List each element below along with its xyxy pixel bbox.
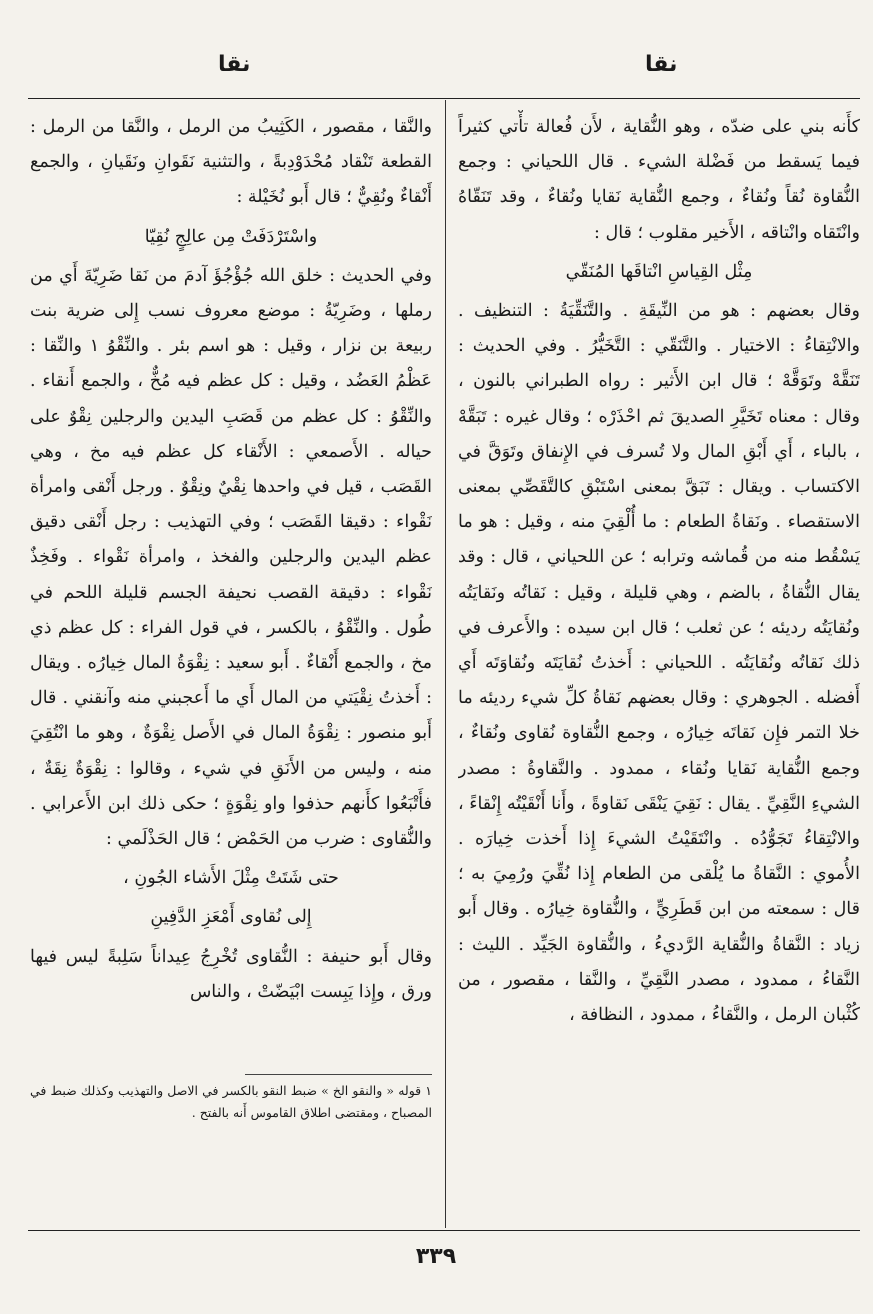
entry-paragraph: والنَّقا ، مقصور ، الكَثِيبُ من الرمل ، والنَّقا من الرمل : القطعة تَنْقاد مُحْدَوْدِبةً ، والتثنية نَقَوانِ ونَقَيانِ ، والجمع أَنْقاءٌ ونُقِيٌّ ؛ قال أَبو نُخَيْلة : — [30, 117, 432, 208]
page-number: ٣٣٩ — [415, 1244, 457, 1269]
verse-line: حتى شَتَتْ مِثْلَ الأَشاء الجُونِ ، — [123, 868, 339, 889]
header-keyword-left: نقا — [218, 52, 251, 77]
entry-paragraph: كأَنه بني على ضدّه ، وهو النُّقاية ، لأَن فُعالة تأْتي كثيراً فيما يَسقط من فَضْلة الشيء . قال اللحياني : وجمع النُّقاوة نُقاً ونُقاءٌ ، وجمع النُّقاية نَقايا ونُقاءٌ ، وقد تَنَقّاهُ وانْتَقاه وانْتاقه ، الأَخير مقلوب ؛ قال : — [458, 117, 860, 243]
verse-line: واسْتَرْدَفَتْ مِن عالِجٍ نُقِيّا — [144, 226, 318, 247]
footnote-rule — [245, 1074, 432, 1075]
entry-paragraph: وفي الحديث : خلق الله جُؤْجُؤَ آدمَ من نَقا ضَرِيّةَ أَي من رملها ، وضَرِيّةُ : موضع معروف نسب إِلى ضرية بنت ربيعة بن نزار ، وقيل : هو اسم بئر . والنِّقْوُ ١ والنِّقا : عَظْمُ العَضُد ، وقيل : كل عظم فيه مُخٌّ ، والجمع أَنقاء . والنِّقْوُ : كل عظم من قَصَبِ اليدين والرجلين نِقْوٌ على حياله . الأَصمعي : الأَنْقاء كل عظم فيه مخ ، وهي القَصَب ، قيل في واحدها نِقْيٌ ونِقْوٌ . ورجل أَنْقى وامرأة نَقْواء : دقيقا القَصَب ؛ وفي التهذيب : رجل أَنْقى دقيق عظم اليدين والرجلين والفخذ ، وامرأة نَقْواء . وفَخِذٌ نَقْواء : دقيقة القصب نحيفة الجسم قليلة اللحم في طُول . والنِّقْوُ ، بالكسر ، في قول الفراء : كل عظم ذي مخ ، والجمع أَنْقاءٌ . أَبو سعيد : نِقْوَةُ المال خِيارُه . ويقال : أَخذتُ نِقْيَتي من المال أَي ما أَعجبني منه وآنقني . قال أَبو منصور : نِقْوَةُ المال في الأَصل نِقْوَةٌ ، وهو ما انْتُقِيَ منه ، وليس من الأَنَقِ في شيء ، وقالوا : نِقْوَةٌ نِقَةٌ ، فأَتْبَعُوا كأَنهم حذفوا واو نِقْوَةٍ ؛ حكى ذلك ابن الأَعرابي . والنُّقاوى : ضرب من الحَمْض ؛ قال الحَذْلَمي : — [30, 265, 432, 850]
left-column — [30, 110, 432, 1075]
verse-line: مِثْل القِياسِ انْتاقَها المُنَقّي — [565, 261, 753, 282]
column-divider — [445, 100, 446, 1228]
entry-paragraph: وقال بعضهم : هو من النِّيقَةِ . والتَّنَقِّيَةُ : التنظيف . والانْتِقاءُ : الاختيار . والتَّنَقّي : التَّخَيُّرُ . وفي الحديث : تَنَقَّهْ وتَوَقَّهْ ؛ قال ابن الأَثير : رواه الطبراني بالنون ، وقال : معناه تَخَيَّرِ الصديقَ ثم احْذَرْه ؛ وقال غيره : تَبَقَّهْ ، بالباء ، أَي أَبْقِ المال ولا تُسرف في الإِنفاق وتَوَقَّ في الاكتساب . ويقال : تَبَقَّ بمعنى اسْتَبْقِ كالتَّقَصِّي بمعنى الاستقصاء . ونَقاةُ الطعام : ما أُلْقِيَ منه ، وقيل : هو ما يَسْقُط منه من قُماشه وترابه ؛ عن اللحياني ، قال : وقد يقال النُّقاةُ ، بالضم ، وهي قليلة ، وقيل : نَقاتُه ونَقايَتُه ونُقايَتُه رديئه ؛ عن ثعلب ؛ قال ابن سيده : والأَعرف في ذلك نَقاتُه ونُقايَتُه . اللحياني : أَخذتُ نُقايَتَه ونُقاوَتَه أَي أَفضله . الجوهري : وقال بعضهم نَقاةُ كلِّ شيء رديئه ما خلا التمر فإِن نَقاتَه خِيارُه ، وجمع النُّقاوة نُقاوى ونُقاءٌ ، وجمع النُّقاية نَقايا ونُقاء ، ممدود . والنَّقاوةُ : مصدر الشيءِ النَّقِيِّ . يقال : نَقِيَ يَنْقَى نَقاوةً ، وأَنا أَنْقَيْتُه إِنْقاءً ، والانْتِقاءُ تَجَوُّدُه . وانْتَقَيْتُ الشيءَ إِذا أَخذت خِيارَه . الأُموي : النَّقاةُ ما يُلْقى من الطعام إِذا نُقِّيَ ورُمِيَ به ؛ قال : سمعته من ابن قَطَرِيٍّ ، والنُّقاوة خِيارُه . وقال أَبو زياد : النَّقاةُ والنُّقاية الرَّديءُ ، والنُّقاوة الجَيِّد . الليث : النَّقاءُ ، ممدود ، مصدر النَّقِيِّ ، والنَّقا ، مقصور ، من كُثْبان الرمل ، والنَّقاءُ ، ممدود ، النظافة ، — [458, 301, 860, 1026]
header-keyword-right: نقا — [645, 52, 678, 77]
bottom-rule — [28, 1230, 860, 1231]
top-rule — [28, 98, 860, 99]
footnote: ١ قوله « والنقو الخ » ضبط النقو بالكسر في الاصل والتهذيب وكذلك ضبط في المصباح ، ومقتضى اطلاق القاموس أَنه بالفتح . — [30, 1083, 432, 1120]
verse-line: إِلى نُقاوى أَمْعَزِ الدَّفِينِ — [150, 907, 312, 928]
entry-paragraph: وقال أَبو حنيفة : النُّقاوى تُخْرِجُ عِيداناً سَلِبةً ليس فيها ورق ، وإِذا يَبِست ابْيَضّتْ ، والناس — [30, 946, 432, 1002]
right-column — [458, 110, 860, 1230]
